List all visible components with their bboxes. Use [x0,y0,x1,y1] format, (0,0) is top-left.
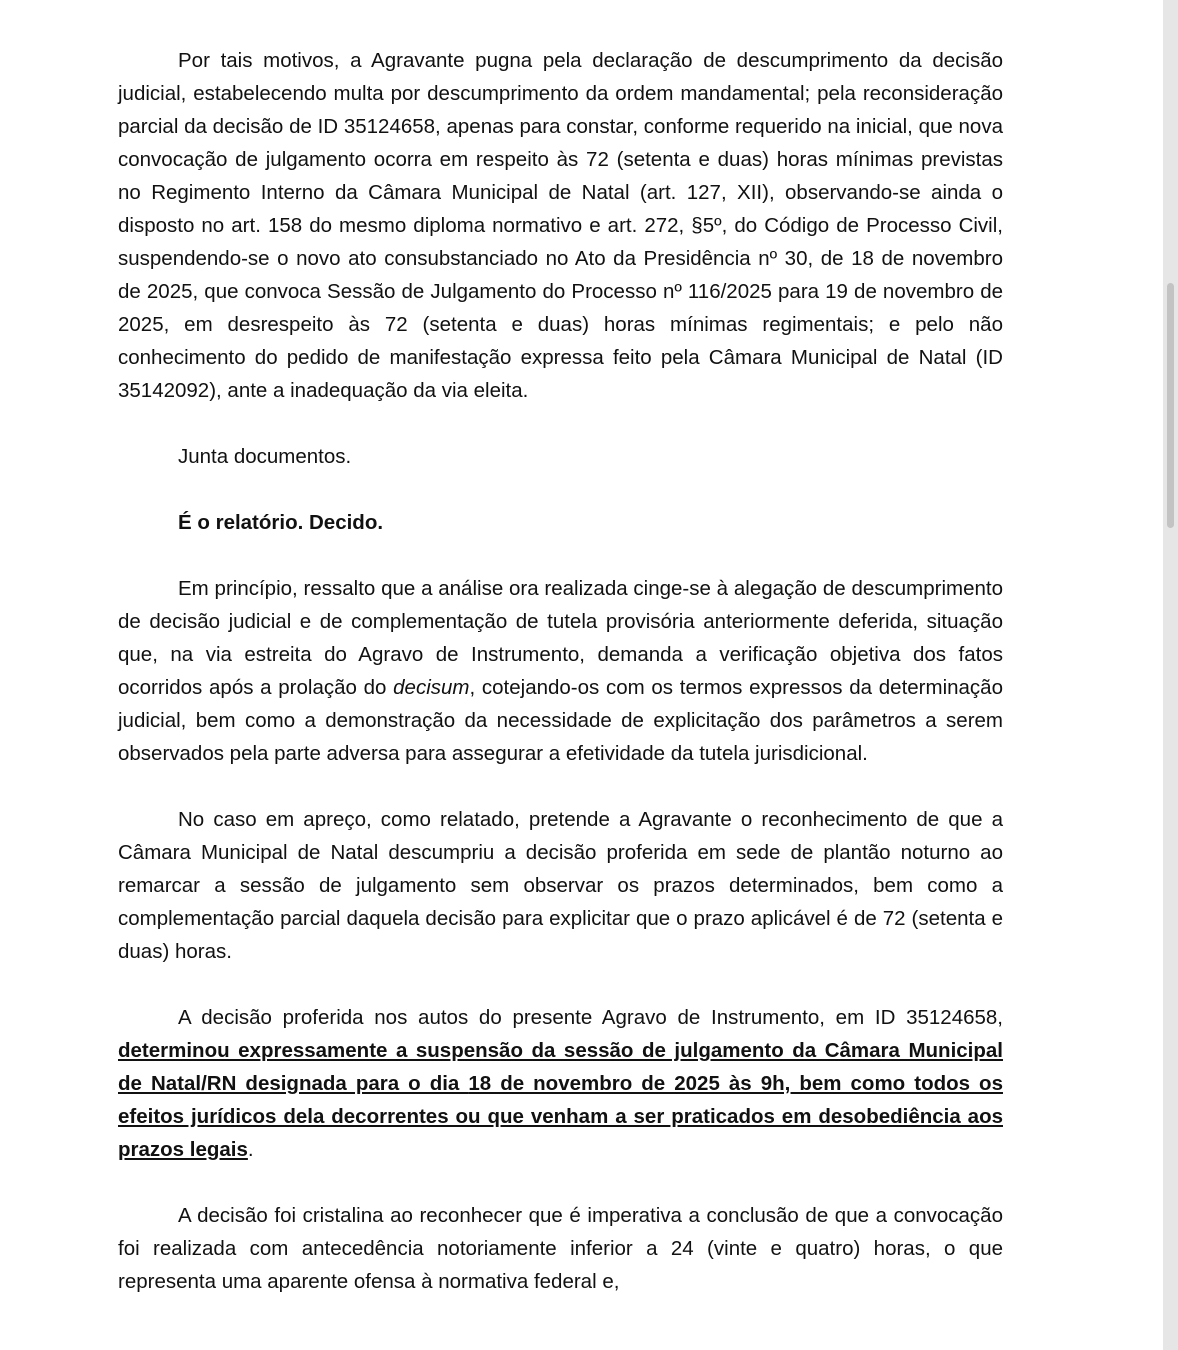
text-run-bold-underline: 18 de novembro de 2025 às 9h, bem como todos os efeitos jurídicos dela decorrentes ou que venham a ser praticados em desobediência aos prazos legais [118,1072,1003,1161]
paragraph-em-principio [118,572,1003,770]
paragraph-decisao-proferida [118,1001,1003,1166]
paragraph-no-caso-em-apreco [118,803,1003,968]
text-run: A decisão proferida nos autos do presente Agravo de Instrumento, em ID 35124658, [178,1006,1003,1029]
text-run: A decisão foi cristalina ao reconhecer que é imperativa a conclusão de que a convocação foi realizada com antecedência notoriamente inferior a 24 (vinte e quatro) horas, o que representa uma aparente ofensa à normativa federal e, [118,1204,1003,1293]
paragraph-junta-documentos [118,440,1003,473]
text-run: Em princípio, ressalto que a análise ora realizada cinge-se à alegação de descumprimento de decisão judicial e de complementação de tutela provisória anteriormente deferida, situação que, na via estreita do Agravo de Instrumento, demanda a verificação objetiva dos fatos ocorridos após a prolação do [118,577,1003,699]
text-run: Junta documentos. [178,445,352,468]
document-text-body [118,44,1003,1298]
text-run-italic: decisum [393,676,470,699]
text-run: Por tais motivos, a Agravante pugna pela declaração de descumprimento da decisão judicial, estabelecendo multa por descumprimento da ordem mandamental; pela reconsideração parcial da decisão de ID 35124658, apenas para constar, conforme requerido na inicial, que nova convocação de julgamento ocorra em respeito às 72 (setenta e duas) horas mínimas previstas no Regimento Interno da Câmara Municipal de Natal (art. 127, XII), observando-se ainda o disposto no art. 158 do mesmo diploma normativo e art. 272, §5º, do Código de Processo Civil, suspendendo-se o novo ato consubstanciado no Ato da Presidência nº 30, de 18 de novembro de 2025, que convoca Sessão de Julgamento do Processo nº 116/2025 para 19 de novembro de 2025, em desrespeito às 72 (setenta e duas) horas mínimas regimentais; e pelo não conhecimento do pedido de manifestação expressa feito pela Câmara Municipal de Natal (ID 35142092), ante a inadequação da via eleita. [118,49,1003,402]
text-run-bold: É o relatório. Decido. [178,511,384,534]
text-run-bold-underline: determinou expressamente a suspensão da sessão de julgamento da Câmara Municipal de Natal/RN designada para o dia [118,1039,1003,1095]
paragraph-motivos [118,44,1003,407]
paragraph-relatorio-decido [118,506,1003,539]
text-run: No caso em apreço, como relatado, pretende a Agravante o reconhecimento de que a Câmara Municipal de Natal descumpriu a decisão proferida em sede de plantão noturno ao remarcar a sessão de julgamento sem observar os prazos determinados, bem como a complementação parcial daquela decisão para explicitar que o prazo aplicável é de 72 (setenta e duas) horas. [118,808,1003,963]
text-run: . [247,1138,254,1161]
scrollbar-thumb[interactable] [1167,283,1174,528]
text-run: , cotejando-os com os termos expressos da determinação judicial, bem como a demonstração da necessidade de explicitação dos parâmetros a serem observados pela parte adversa para assegurar a efetividade da tutela jurisdicional. [118,676,1003,765]
paragraph-decisao-cristalina [118,1199,1003,1298]
vertical-scrollbar[interactable] [1164,0,1177,1350]
